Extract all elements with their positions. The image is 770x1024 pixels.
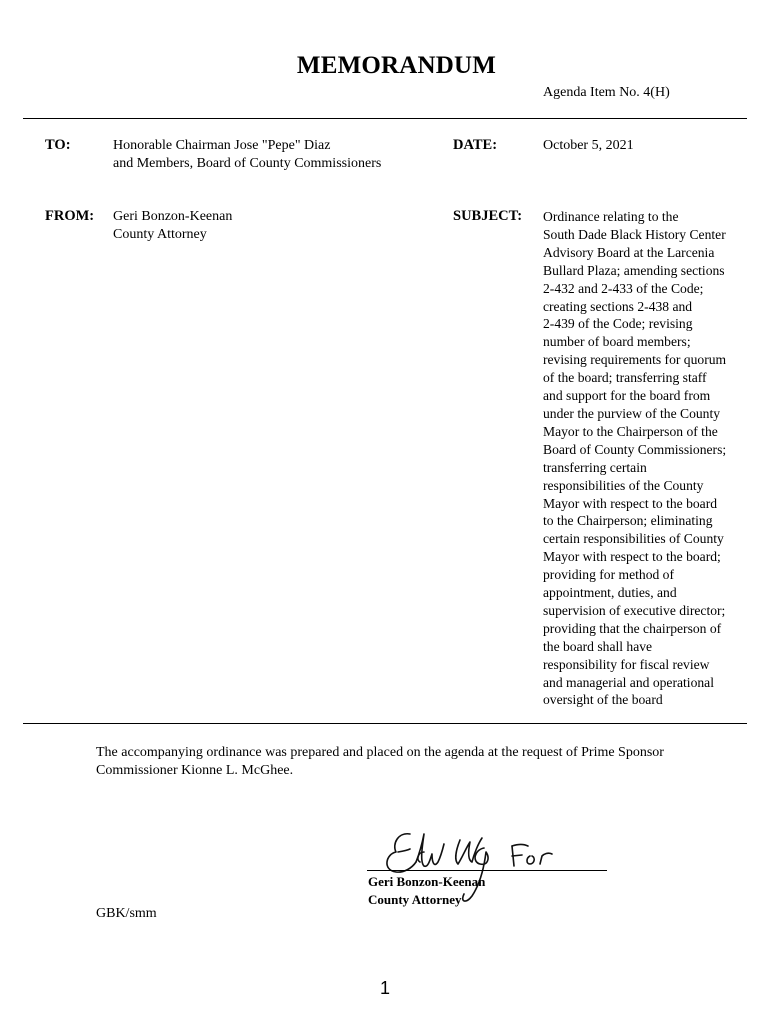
subject-label: SUBJECT: <box>453 208 523 224</box>
subject-line: Mayor with respect to the board; <box>543 549 721 565</box>
to-line-2: and Members, Board of County Commissioners <box>113 156 382 171</box>
from-line-2: County Attorney <box>113 227 207 242</box>
subject-line: Advisory Board at the Larcenia <box>543 244 715 260</box>
subject-line: under the purview of the County <box>543 405 721 421</box>
subject-line: 2-439 of the Code; revising <box>543 316 693 332</box>
subject-line: creating sections 2-438 and <box>543 298 693 314</box>
subject-line: oversight of the board <box>543 692 663 708</box>
subject-line: certain responsibilities of County <box>543 531 724 547</box>
to-recipient <box>113 137 381 173</box>
to-label: TO: <box>45 137 71 153</box>
subject-line: Ordinance relating to the <box>543 209 679 224</box>
subject-line: Bullard Plaza; amending sections <box>543 262 725 278</box>
to-line-1: Honorable Chairman Jose "Pepe" Diaz <box>113 138 331 153</box>
agenda-item-number: Agenda Item No. 4(H) <box>543 85 670 100</box>
subject-line: Mayor to the Chairperson of the <box>543 423 718 439</box>
subject-line: 2-432 and 2-433 of the Code; <box>543 280 704 296</box>
subject-line: South Dade Black History Center <box>543 226 726 242</box>
subject-line: responsibility for fiscal review <box>543 656 710 672</box>
signer-title: County Attorney <box>368 892 462 907</box>
body-line-2: Commissioner Kionne L. McGhee. <box>96 763 294 778</box>
bottom-divider <box>23 723 747 724</box>
signer-name: Geri Bonzon-Keenan <box>368 874 486 889</box>
subject-line: to the Chairperson; eliminating <box>543 513 713 529</box>
signature-line <box>367 870 607 871</box>
page-number: 1 <box>379 978 390 998</box>
top-divider <box>23 118 747 119</box>
subject-line: responsibilities of the County <box>543 477 704 493</box>
subject-line: Mayor with respect to the board <box>543 495 718 511</box>
subject-line: supervision of executive director; <box>543 602 726 618</box>
subject-line: number of board members; <box>543 334 691 350</box>
date-value: October 5, 2021 <box>543 138 634 153</box>
typist-initials: GBK/smm <box>96 906 157 921</box>
signature-block <box>362 822 612 914</box>
subject-line: revising requirements for quorum <box>543 352 727 368</box>
from-line-1: Geri Bonzon-Keenan <box>113 209 233 224</box>
subject-line: providing for method of <box>543 567 675 583</box>
date-label: DATE: <box>453 137 498 153</box>
body-line-1: The accompanying ordinance was prepared and placed on the agenda at the request of Prime Sponsor <box>96 745 664 760</box>
from-sender <box>113 208 232 244</box>
from-label: FROM: <box>45 208 95 224</box>
subject-line: transferring certain <box>543 459 647 475</box>
subject-line: of the board; transferring staff <box>543 370 707 386</box>
subject-line: providing that the chairperson of <box>543 620 722 636</box>
memo-title: MEMORANDUM <box>296 52 497 79</box>
subject-line: Board of County Commissioners; <box>543 441 727 457</box>
subject-line: the board shall have <box>543 638 653 654</box>
subject-line: and support for the board from <box>543 388 711 404</box>
subject-text <box>543 208 758 709</box>
body-paragraph <box>96 744 736 780</box>
subject-line: and managerial and operational <box>543 674 714 690</box>
subject-line: appointment, duties, and <box>543 585 677 601</box>
